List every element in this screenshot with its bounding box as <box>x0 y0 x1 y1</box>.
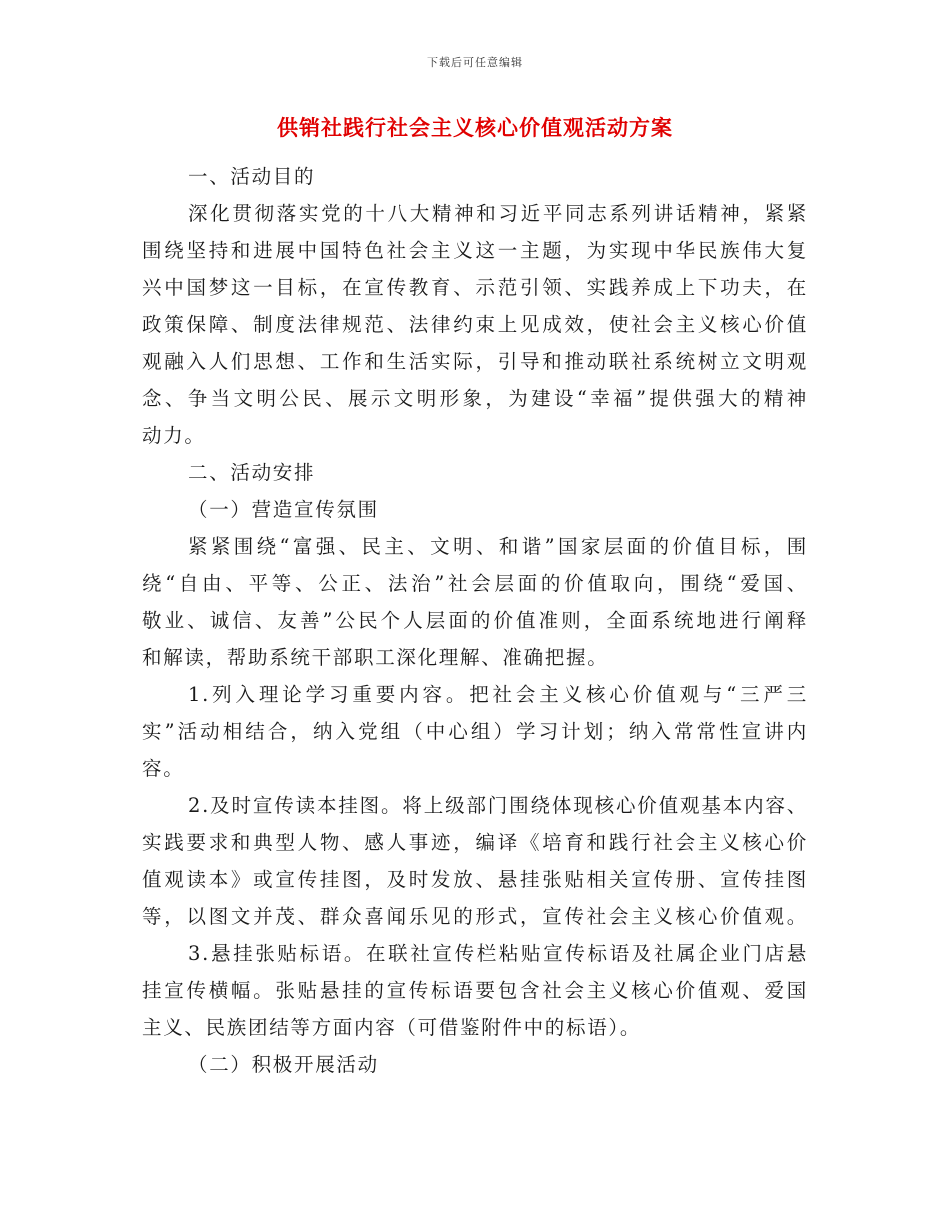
body-line: 二、活动安排 <box>188 461 316 484</box>
body-line: （二）积极开展活动 <box>188 1053 379 1076</box>
body-line: 深化贯彻落实党的十八大精神和习近平同志系列讲话精神，紧紧 <box>188 202 808 225</box>
body-line: 3.悬挂张贴标语。在联社宣传栏粘贴宣传标语及社属企业门店悬 <box>188 942 808 965</box>
body-line: 观融入人们思想、工作和生活实际，引导和推动联社系统树立文明观 <box>142 350 808 373</box>
document-body <box>142 158 808 1083</box>
body-line: 动力。 <box>142 424 206 447</box>
body-line: 念、争当文明公民、展示文明形象，为建设“幸福”提供强大的精神 <box>142 387 808 410</box>
body-line: 政策保障、制度法律规范、法律约束上见成效，使社会主义核心价值 <box>142 313 808 336</box>
body-line: 等，以图文并茂、群众喜闻乐见的形式，宣传社会主义核心价值观。 <box>142 905 808 928</box>
body-line: 一、活动目的 <box>188 165 316 188</box>
body-line: 实”活动相结合，纳入党组（中心组）学习计划；纳入常常性宣讲内 <box>142 720 808 743</box>
body-line: 容。 <box>142 757 185 780</box>
body-line: 和解读，帮助系统干部职工深化理解、准确把握。 <box>142 646 609 669</box>
body-line: 兴中国梦这一目标，在宣传教育、示范引领、实践养成上下功夫，在 <box>142 276 808 299</box>
document-title: 供销社践行社会主义核心价值观活动方案 <box>277 115 673 140</box>
body-line: 2.及时宣传读本挂图。将上级部门围绕体现核心价值观基本内容、 <box>188 794 808 817</box>
body-line: 紧紧围绕“富强、民主、文明、和谐”国家层面的价值目标，围 <box>188 535 808 558</box>
header-note: 下载后可任意编辑 <box>427 56 523 69</box>
body-line: 绕“自由、平等、公正、法治”社会层面的价值取向，围绕“爱国、 <box>142 572 808 595</box>
body-line: 1.列入理论学习重要内容。把社会主义核心价值观与“三严三 <box>188 683 808 706</box>
body-line: 围绕坚持和进展中国特色社会主义这一主题，为实现中华民族伟大复 <box>142 239 808 262</box>
body-line: 挂宣传横幅。张贴悬挂的宣传标语要包含社会主义核心价值观、爱国 <box>142 979 808 1002</box>
body-line: （一）营造宣传氛围 <box>188 498 379 521</box>
body-line: 主义、民族团结等方面内容（可借鉴附件中的标语）。 <box>142 1016 642 1039</box>
body-line: 值观读本》或宣传挂图，及时发放、悬挂张贴相关宣传册、宣传挂图 <box>142 868 808 891</box>
body-line: 敬业、诚信、友善”公民个人层面的价值准则，全面系统地进行阐释 <box>142 609 808 632</box>
body-line: 实践要求和典型人物、感人事迹，编译《培育和践行社会主义核心价 <box>142 831 808 854</box>
